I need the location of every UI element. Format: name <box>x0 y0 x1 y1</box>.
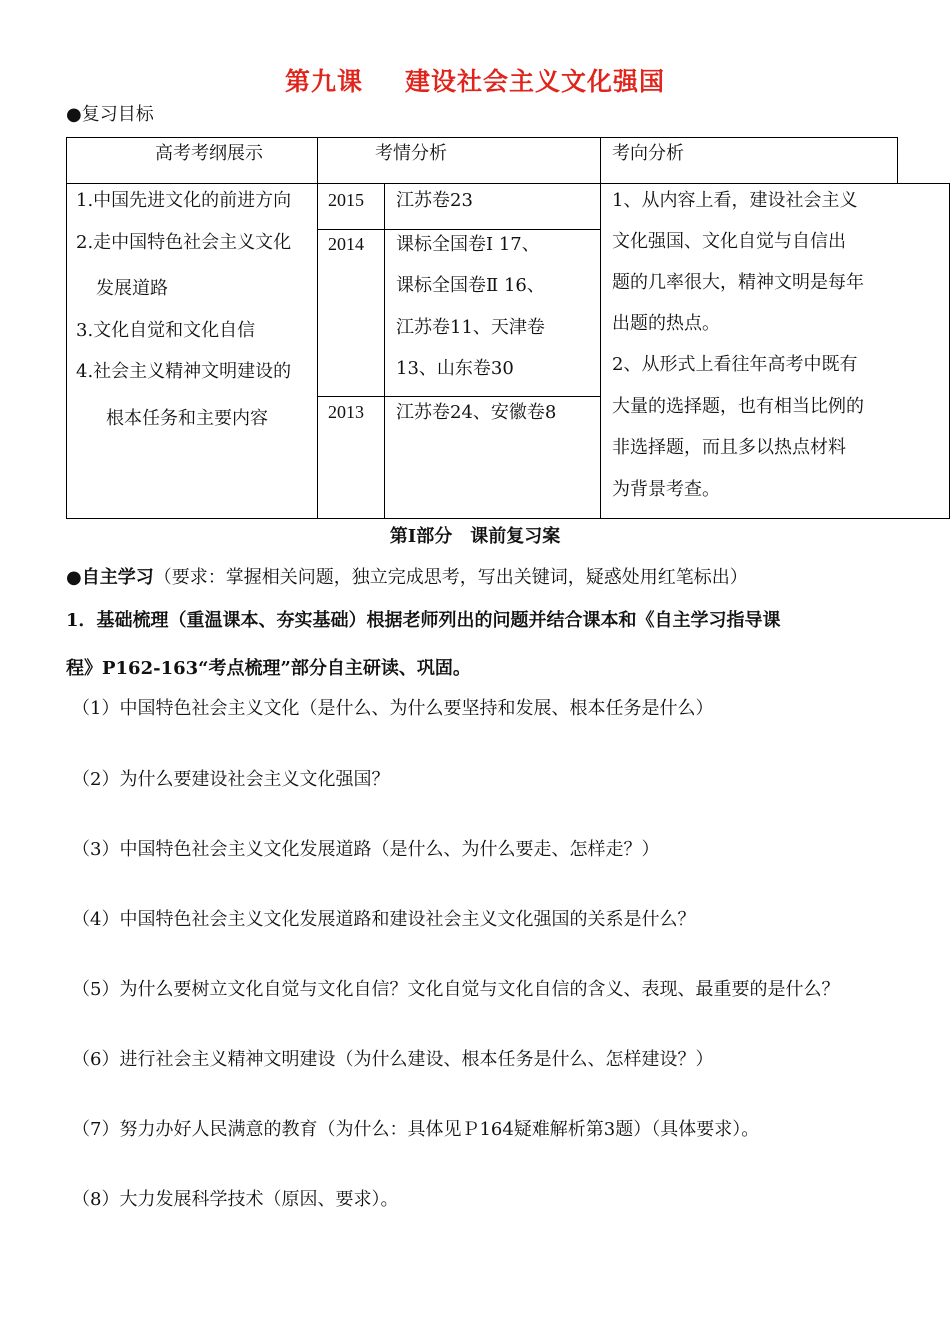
task1-line1: 1．基础梳理（重温课本、夯实基础）根据老师列出的问题并结合课本和《自主学习指导课 <box>66 610 781 631</box>
analysis-line: 出题的热点。 <box>612 313 720 334</box>
review-goal-heading: ●复习目标 <box>66 104 154 125</box>
analysis-line: 为背景考查。 <box>612 479 720 500</box>
question-item: （5）为什么要树立文化自觉与文化自信？文化自觉与文化自信的含义、表现、最重要的是什么？ <box>72 979 840 1000</box>
question-item: （2）为什么要建设社会主义文化强国？ <box>72 769 390 790</box>
outline-item: 4.社会主义精神文明建设的 <box>76 361 292 382</box>
question-item: （6）进行社会主义精神文明建设（为什么建设、根本任务是什么、怎样建设？） <box>72 1049 714 1070</box>
outline-item: 根本任务和主要内容 <box>106 408 268 429</box>
self-study-line <box>66 563 748 589</box>
outline-item: 1.中国先进文化的前进方向 <box>76 190 292 211</box>
exam-papers: 江苏卷11、天津卷 <box>396 317 545 338</box>
part-heading: 第Ⅰ部分 课前复习案 <box>389 526 561 547</box>
analysis-line: 非选择题，而且多以热点材料 <box>612 437 846 458</box>
exam-papers: 课标全国卷Ⅱ 16、 <box>396 275 545 296</box>
analysis-line: 大量的选择题，也有相当比例的 <box>612 396 864 417</box>
outline-item: 发展道路 <box>96 278 168 299</box>
outline-item: 2.走中国特色社会主义文化 <box>76 232 292 253</box>
self-study-requirement: （要求：掌握相关问题，独立完成思考，写出关键词，疑惑处用红笔标出） <box>153 567 748 588</box>
exam-papers: 13、山东卷30 <box>396 358 514 379</box>
lesson-number: 第九课 <box>284 67 363 96</box>
question-item: （3）中国特色社会主义文化发展道路（是什么、为什么要走、怎样走？） <box>72 839 660 860</box>
exam-year: 2014 <box>328 234 364 254</box>
exam-papers: 江苏卷24、安徽卷8 <box>396 402 557 423</box>
task1-line2: 程》P162-163“考点梳理”部分自主研读、巩固。 <box>66 658 471 679</box>
lesson-title: 建设社会主义文化强国 <box>405 67 666 96</box>
question-item: （1）中国特色社会主义文化（是什么、为什么要坚持和发展、根本任务是什么） <box>72 698 714 719</box>
exam-year: 2013 <box>328 402 364 422</box>
analysis-line: 题的几率很大，精神文明是每年 <box>612 272 864 293</box>
question-item: （7）努力办好人民满意的教育（为什么：具体见Ｐ164疑难解析第3题）（具体要求）。 <box>72 1119 760 1140</box>
exam-papers: 江苏卷23 <box>396 190 473 211</box>
question-item: （4）中国特色社会主义文化发展道路和建设社会主义文化强国的关系是什么？ <box>72 909 696 930</box>
analysis-line: 文化强国、文化自觉与自信出 <box>612 231 846 252</box>
exam-year: 2015 <box>328 190 364 210</box>
self-study-label: ●自主学习 <box>66 567 154 588</box>
outline-item: 3.文化自觉和文化自信 <box>76 320 256 341</box>
exam-papers: 课标全国卷Ⅰ 17、 <box>396 234 540 255</box>
header-trend-analysis: 考向分析 <box>612 143 684 164</box>
header-exam-analysis: 考情分析 <box>375 143 447 164</box>
page-title <box>0 62 950 98</box>
question-item: （8）大力发展科学技术（原因、要求）。 <box>72 1189 399 1210</box>
analysis-line: 1、从内容上看，建设社会主义 <box>612 190 858 211</box>
header-outline: 高考考纲展示 <box>155 143 263 164</box>
analysis-line: 2、从形式上看往年高考中既有 <box>612 354 858 375</box>
